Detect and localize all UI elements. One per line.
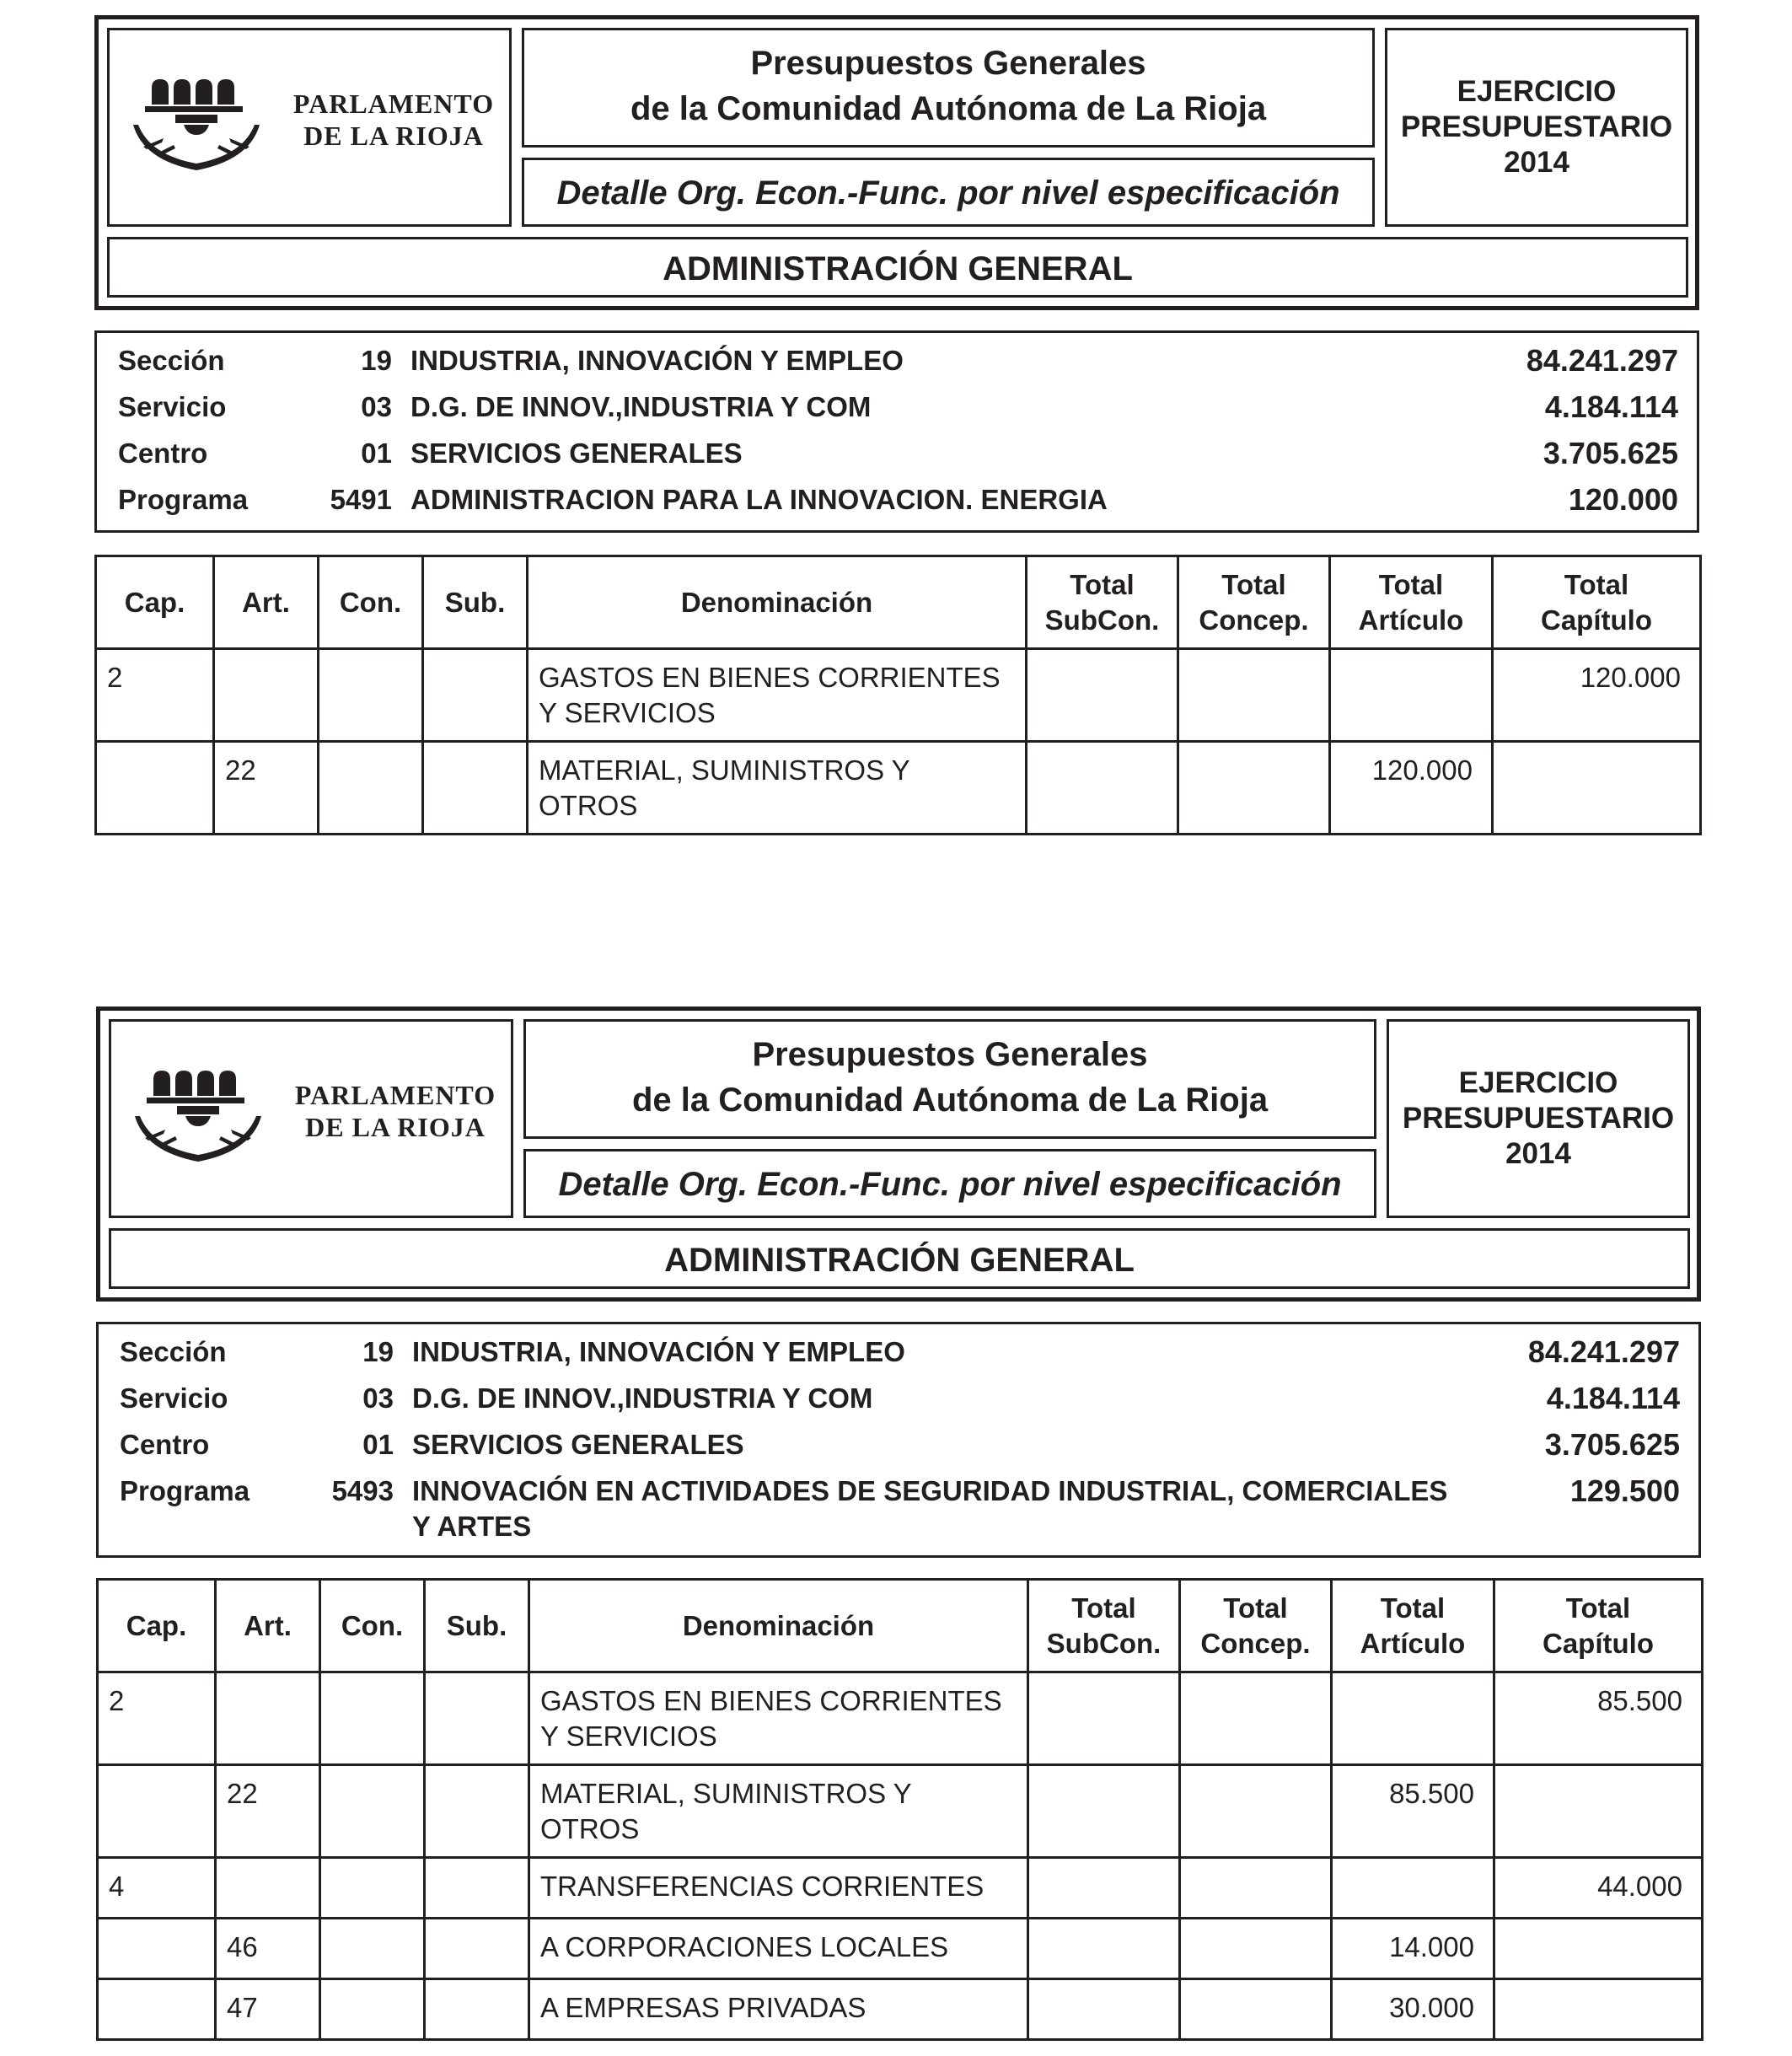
table-row (96, 742, 1701, 835)
table-header-row (98, 1580, 1703, 1672)
cell-total-capitulo (1494, 1765, 1703, 1858)
cell-total-subcon (1027, 742, 1178, 835)
document-subtitle: Detalle Org. Econ.-Func. por nivel especificación (523, 1149, 1376, 1218)
cell-cap (96, 742, 214, 835)
cell-total-concep (1180, 1672, 1332, 1765)
info-name: D.G. DE INNOV.,INDUSTRIA Y COM (410, 391, 872, 422)
info-amount: 4.184.114 (1546, 1381, 1680, 1415)
logo-text (288, 88, 499, 152)
table-row (98, 1858, 1703, 1919)
col-label: Total (1071, 1592, 1136, 1624)
info-label: Sección (120, 1336, 227, 1367)
info-label: Sección (118, 345, 225, 376)
cell-total-articulo (1332, 1858, 1494, 1919)
info-code: 03 (362, 1382, 394, 1414)
col-art: Art. (216, 1580, 320, 1672)
ejercicio-line-2: PRESUPUESTARIO (1400, 110, 1673, 143)
budget-info-panel (94, 330, 1699, 533)
cell-total-subcon (1028, 1672, 1180, 1765)
cell-art: 46 (216, 1919, 320, 1979)
programa-name-line: INNOVACIÓN EN ACTIVIDADES DE SEGURIDAD INDUSTRIAL, COMERCIALES (412, 1475, 1448, 1506)
cell-total-subcon (1028, 1919, 1180, 1979)
cell-cap (98, 1979, 216, 2040)
col-denominacion: Denominación (529, 1580, 1028, 1672)
col-label: Artículo (1360, 1627, 1466, 1659)
cell-total-articulo: 14.000 (1332, 1919, 1494, 1979)
cell-total-subcon (1028, 1979, 1180, 2040)
info-amount: 84.241.297 (1526, 343, 1678, 378)
cell-con (319, 649, 423, 742)
col-art: Art. (214, 556, 319, 649)
cell-sub (425, 1858, 529, 1919)
cell-art: 47 (216, 1979, 320, 2040)
col-label: Total (1564, 568, 1629, 600)
col-label: SubCon. (1046, 1627, 1162, 1659)
logo-line-1: PARLAMENTO (294, 1080, 496, 1110)
cell-cap: 2 (98, 1672, 216, 1765)
cell-con (320, 1919, 425, 1979)
title-line-2: de la Comunidad Autónoma de La Rioja (631, 1082, 1269, 1119)
col-con: Con. (319, 556, 423, 649)
cell-total-articulo: 85.500 (1332, 1765, 1494, 1858)
title-line-1: Presupuestos Generales (750, 45, 1146, 82)
col-label: Concep. (1199, 604, 1309, 636)
info-name: INDUSTRIA, INNOVACIÓN Y EMPLEO (412, 1336, 905, 1367)
den-line: Y SERVICIOS (539, 697, 716, 728)
col-total-articulo (1332, 1580, 1494, 1672)
parliament-logo-icon (128, 1055, 271, 1173)
info-amount: 4.184.114 (1544, 389, 1678, 424)
administration-heading: ADMINISTRACIÓN GENERAL (107, 237, 1688, 298)
table-row (98, 1919, 1703, 1979)
cell-total-concep (1180, 1979, 1332, 2040)
col-cap: Cap. (98, 1580, 216, 1672)
den-line: Y SERVICIOS (540, 1720, 717, 1752)
info-amount: 120.000 (1568, 482, 1678, 517)
den-line: OTROS (540, 1813, 640, 1844)
cell-total-subcon (1027, 649, 1178, 742)
col-label: SubCon. (1044, 604, 1160, 636)
cell-total-concep (1178, 649, 1330, 742)
cell-total-capitulo (1494, 1979, 1703, 2040)
info-code: 01 (361, 438, 392, 469)
info-code: 19 (361, 345, 392, 376)
info-name: SERVICIOS GENERALES (412, 1429, 744, 1460)
table-row (98, 1672, 1703, 1765)
cell-art (216, 1672, 320, 1765)
col-label: Total (1223, 1592, 1288, 1624)
cell-total-capitulo: 120.000 (1493, 649, 1701, 742)
cell-total-concep (1180, 1919, 1332, 1979)
col-label: Total (1378, 568, 1444, 600)
cell-denominacion: A EMPRESAS PRIVADAS (529, 1979, 1028, 2040)
ejercicio-line-1: EJERCICIO (1458, 1066, 1618, 1099)
col-con: Con. (320, 1580, 425, 1672)
cell-con (319, 742, 423, 835)
den-line: OTROS (539, 790, 638, 821)
cell-total-articulo: 30.000 (1332, 1979, 1494, 2040)
logo-text (290, 1079, 501, 1143)
table-row (98, 1765, 1703, 1858)
cell-sub (425, 1765, 529, 1858)
cell-con (320, 1765, 425, 1858)
logo-line-1: PARLAMENTO (292, 89, 495, 119)
budget-table (96, 1578, 1703, 2041)
cell-art: 22 (216, 1765, 320, 1858)
info-code: 03 (361, 391, 392, 422)
info-label: Programa (118, 484, 249, 515)
parliament-logo-icon (126, 64, 270, 182)
cell-denominacion: A CORPORACIONES LOCALES (529, 1919, 1028, 1979)
cell-art (216, 1858, 320, 1919)
header-frame (94, 15, 1699, 310)
info-name: INDUSTRIA, INNOVACIÓN Y EMPLEO (410, 345, 904, 376)
ejercicio-line-2: PRESUPUESTARIO (1402, 1102, 1675, 1135)
table-row (98, 1979, 1703, 2040)
budget-info-panel (96, 1322, 1701, 1558)
ejercicio-line-1: EJERCICIO (1457, 75, 1617, 108)
cell-denominacion (529, 1765, 1028, 1858)
cell-cap (98, 1765, 216, 1858)
administration-heading: ADMINISTRACIÓN GENERAL (109, 1228, 1690, 1289)
cell-total-capitulo: 44.000 (1494, 1858, 1703, 1919)
info-label: Servicio (120, 1382, 228, 1414)
col-label: Total (1565, 1592, 1631, 1624)
info-code: 19 (362, 1336, 394, 1367)
info-code: 5493 (331, 1475, 394, 1506)
col-label: Total (1221, 568, 1286, 600)
title-line-1: Presupuestos Generales (752, 1036, 1148, 1073)
header-frame (96, 1007, 1701, 1302)
col-label: Total (1070, 568, 1135, 600)
cell-denominacion: TRANSFERENCIAS CORRIENTES (529, 1858, 1028, 1919)
info-amount: 84.241.297 (1527, 1334, 1680, 1369)
info-label: Centro (120, 1429, 210, 1460)
cell-total-articulo (1330, 649, 1493, 742)
table-row (96, 649, 1701, 742)
col-total-subcon (1027, 556, 1178, 649)
table-header-row (96, 556, 1701, 649)
cell-denominacion (529, 1672, 1028, 1765)
programa-name-line: Y ARTES (412, 1511, 532, 1542)
info-label: Servicio (118, 391, 227, 422)
cell-denominacion (528, 649, 1027, 742)
col-cap: Cap. (96, 556, 214, 649)
cell-total-subcon (1028, 1765, 1180, 1858)
cell-total-subcon (1028, 1858, 1180, 1919)
fiscal-year: 2014 (1505, 1137, 1571, 1170)
den-line: GASTOS EN BIENES CORRIENTES (540, 1685, 1002, 1716)
title-line-2: de la Comunidad Autónoma de La Rioja (630, 90, 1267, 127)
col-label: Artículo (1358, 604, 1464, 636)
col-total-articulo (1330, 556, 1493, 649)
den-line: MATERIAL, SUMINISTROS Y (539, 754, 910, 786)
col-label: Capítulo (1541, 604, 1652, 636)
cell-cap: 4 (98, 1858, 216, 1919)
col-sub: Sub. (425, 1580, 529, 1672)
document-title (523, 1019, 1376, 1139)
budget-table (94, 555, 1702, 835)
cell-total-concep (1178, 742, 1330, 835)
info-label: Programa (120, 1475, 250, 1506)
cell-total-capitulo (1494, 1919, 1703, 1979)
cell-con (320, 1672, 425, 1765)
info-name: SERVICIOS GENERALES (410, 438, 743, 469)
info-label: Centro (118, 438, 208, 469)
cell-sub (423, 742, 528, 835)
cell-denominacion (528, 742, 1027, 835)
info-amount: 129.500 (1569, 1474, 1680, 1508)
cell-total-capitulo (1493, 742, 1701, 835)
col-total-concep (1178, 556, 1330, 649)
den-line: MATERIAL, SUMINISTROS Y (540, 1778, 912, 1809)
logo-box (109, 1019, 513, 1218)
col-total-concep (1180, 1580, 1332, 1672)
logo-line-2: DE LA RIOJA (303, 121, 484, 151)
col-total-subcon (1028, 1580, 1180, 1672)
info-amount: 3.705.625 (1544, 1427, 1680, 1462)
cell-cap (98, 1919, 216, 1979)
cell-con (320, 1858, 425, 1919)
cell-total-concep (1180, 1765, 1332, 1858)
info-name: D.G. DE INNOV.,INDUSTRIA Y COM (412, 1382, 873, 1414)
cell-sub (425, 1672, 529, 1765)
cell-total-capitulo: 85.500 (1494, 1672, 1703, 1765)
cell-total-articulo (1332, 1672, 1494, 1765)
info-code: 01 (362, 1429, 394, 1460)
cell-sub (423, 649, 528, 742)
col-label: Concep. (1200, 1627, 1311, 1659)
col-sub: Sub. (423, 556, 528, 649)
cell-art: 22 (214, 742, 319, 835)
info-name: ADMINISTRACION PARA LA INNOVACION. ENERGIA (410, 484, 1108, 515)
document-subtitle: Detalle Org. Econ.-Func. por nivel especificación (522, 158, 1375, 227)
fiscal-year: 2014 (1504, 146, 1569, 179)
cell-cap: 2 (96, 649, 214, 742)
col-total-capitulo (1494, 1580, 1703, 1672)
cell-sub (425, 1979, 529, 2040)
col-denominacion: Denominación (528, 556, 1027, 649)
col-label: Total (1380, 1592, 1446, 1624)
info-code: 5491 (330, 484, 392, 515)
col-label: Capítulo (1543, 1627, 1654, 1659)
logo-line-2: DE LA RIOJA (305, 1112, 486, 1142)
document-title (522, 28, 1375, 148)
cell-art (214, 649, 319, 742)
cell-sub (425, 1919, 529, 1979)
cell-total-concep (1180, 1858, 1332, 1919)
info-name (412, 1474, 1525, 1544)
cell-con (320, 1979, 425, 2040)
cell-total-articulo: 120.000 (1330, 742, 1493, 835)
info-amount: 3.705.625 (1543, 436, 1678, 470)
den-line: GASTOS EN BIENES CORRIENTES (539, 662, 1001, 693)
fiscal-year-box (1387, 1019, 1690, 1218)
col-total-capitulo (1493, 556, 1701, 649)
logo-box (107, 28, 512, 227)
fiscal-year-box (1385, 28, 1688, 227)
